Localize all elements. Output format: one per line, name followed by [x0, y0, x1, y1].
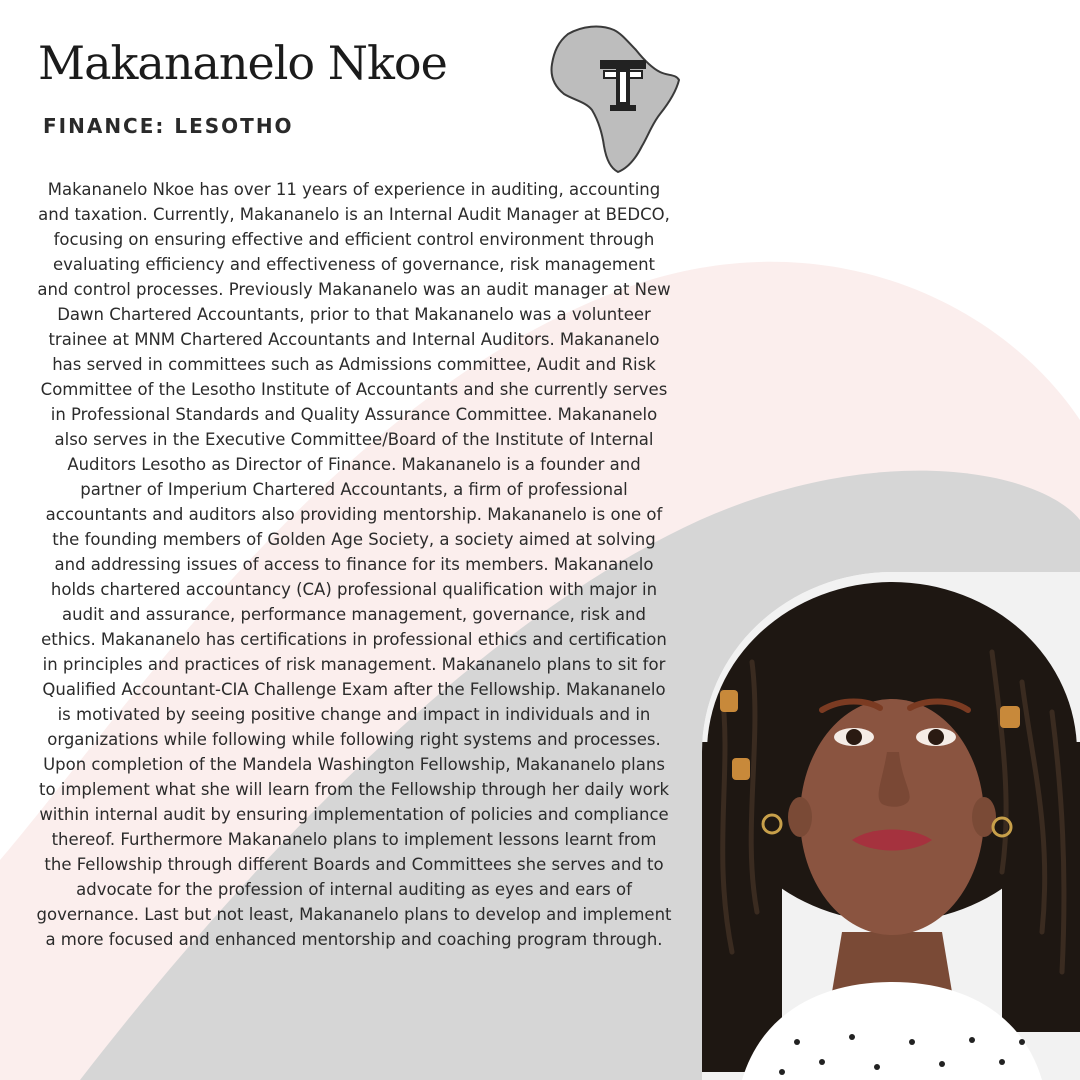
person-name: Makananelo Nkoe — [38, 36, 447, 90]
role-subtitle: FINANCE: LESOTHO — [43, 114, 294, 138]
biography-text: Makananelo Nkoe has over 11 years of experience in auditing, accounting and taxation. Currently, Makananelo is an Internal Audit Manager at BEDCO, focusing on ensuring effective and efficient control environment through evaluating efficiency and effectiveness of governance, risk management and control processes. Previously Makananelo was an audit manager at New Dawn Chartered Accountants, prior to that Makananelo was a volunteer trainee at MNM Chartered Accountants and Internal Auditors. Makananelo has served in committees such as Admissions committee, Audit and Risk Committee of the Lesotho Institute of Accountants and she currently serves in Professional Standards and Quality Assurance Committee. Makananelo also serves in the Executive Committee/Board of the Institute of Internal Auditors Lesotho as Director of Finance. Makananelo is a founder and partner of Imperium Chartered Accountants, a firm of professional accountants and auditors also providing mentorship. Makananelo is one of the founding members of Golden Age Society, a society aimed at solving and addressing issues of access to finance for its members. Makananelo holds chartered accountancy (CA) professional qualification with major in audit and assurance, performance management, governance, risk and ethics. Makananelo has certifications in professional ethics and certification in principles and practices of risk management. Makananelo plans to sit for Qualified Accountant-CIA Challenge Exam after the Fellowship. Makananelo is motivated by seeing positive change and impact in individuals and in organizations while following while following right systems and processes. Upon completion of the Mandela Washington Fellowship, Makananelo plans to implement what she will learn from the Fellowship through her daily work within internal audit by ensuring implementation of policies and compliance thereof. Furthermore Makananelo plans to implement lessons learnt from the Fellowship through different Boards and Committees she serves and to advocate for the profession of internal auditing as eyes and ears of governance. Last but not least, Makananelo plans to develop and implement a more focused and enhanced mentorship and coaching program through. — [36, 180, 672, 949]
africa-map-double-t-logo — [548, 20, 680, 175]
portrait-photo — [702, 572, 1080, 1080]
africa-map-shape — [552, 27, 680, 172]
